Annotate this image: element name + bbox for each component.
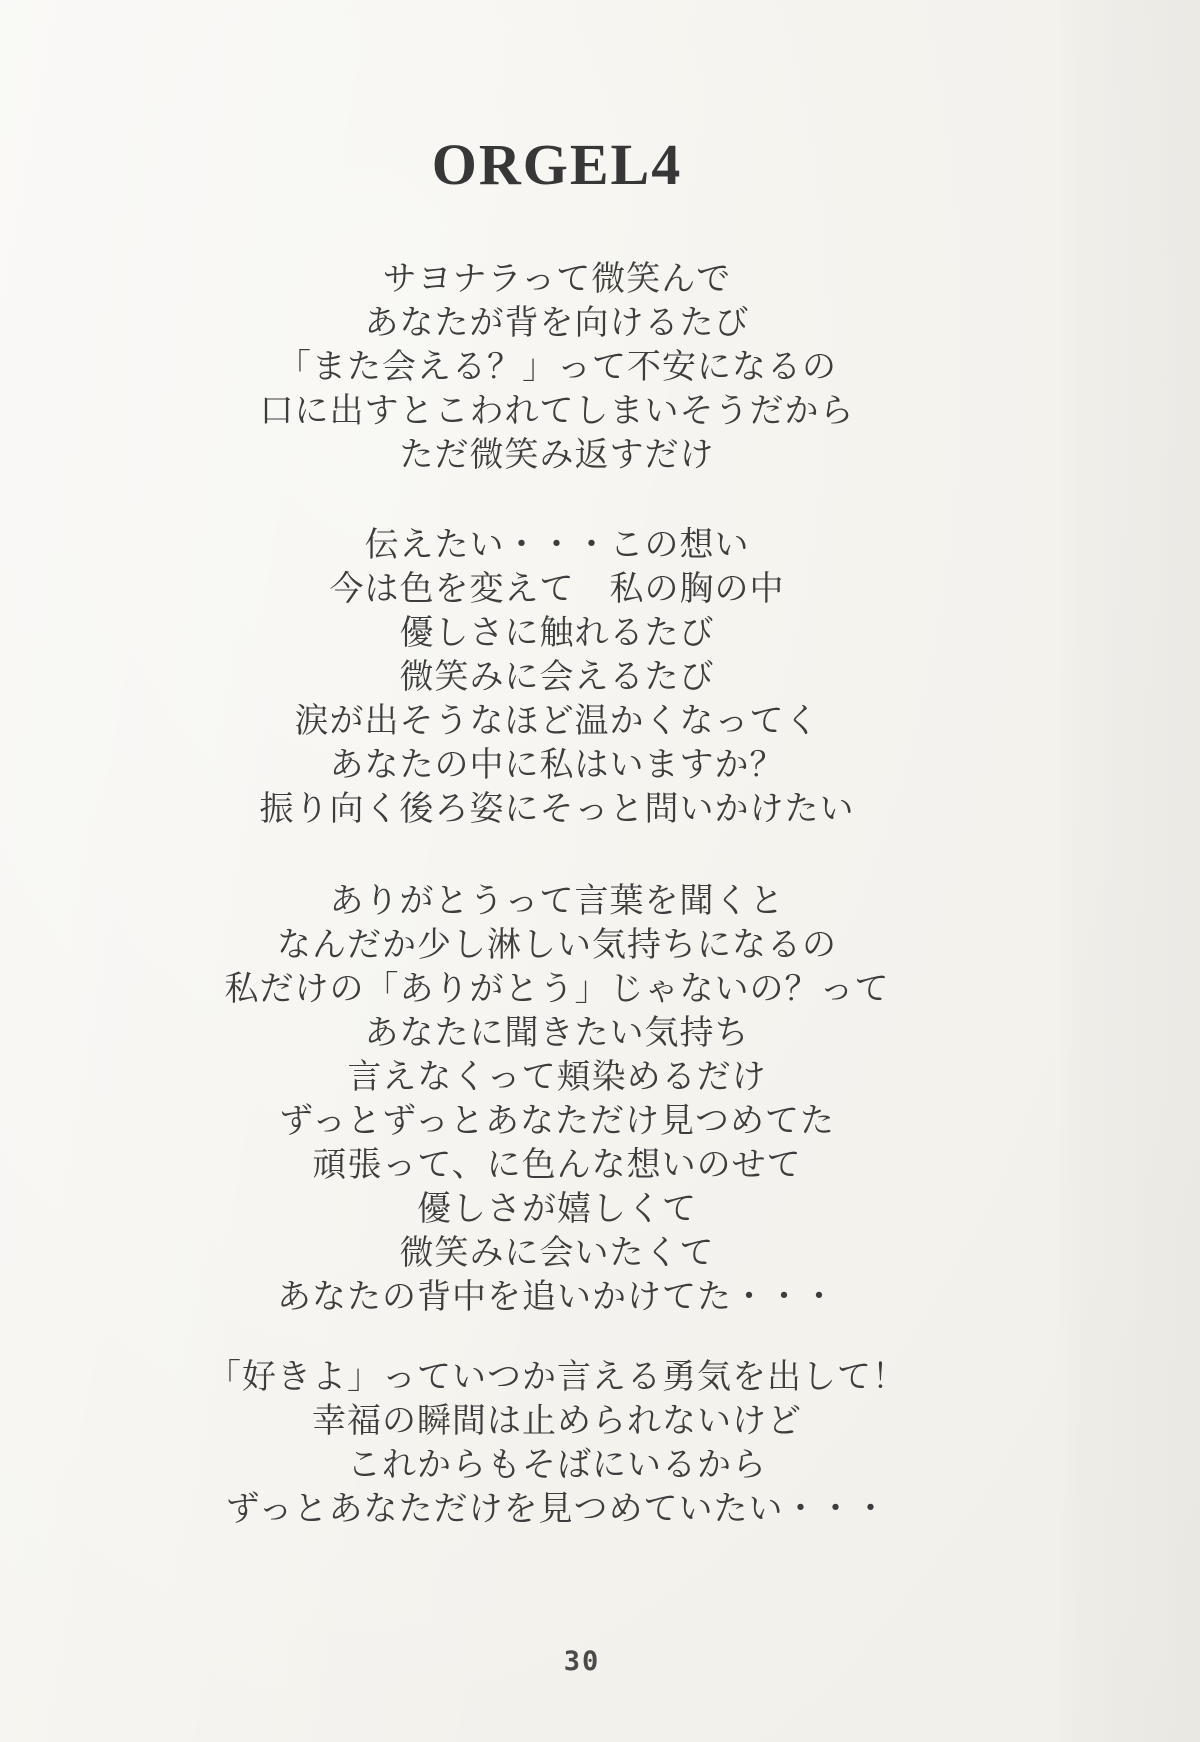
lyric-line: なんだか少し淋しい気持ちになるの (277, 924, 837, 965)
lyric-line: ただ微笑み返すだけ (399, 434, 715, 475)
lyric-line: 涙が出そうなほど温かくなってく (294, 700, 820, 741)
stanza (0, 1355, 1114, 1531)
lyric-line: あなたに聞きたい気持ち (364, 1012, 750, 1053)
lyric-line: 言えなくって頬染めるだけ (347, 1056, 767, 1097)
lyric-line: 頑張って、に色んな想いのせて (312, 1144, 802, 1185)
lyrics-block (0, 257, 1114, 1531)
lyric-line: 今は色を変えて 私の胸の中 (329, 568, 785, 609)
lyric-line: 振り向く後ろ姿にそっと問いかけたい (259, 788, 855, 829)
song-title: ORGEL4 (431, 132, 683, 197)
lyric-line: 「また会える？」って不安になるの (277, 346, 837, 387)
lyric-line: これからもそばにいるから (347, 1444, 767, 1485)
lyric-line: 私だけの「ありがとう」じゃないの？って (224, 968, 890, 1009)
lyric-line: サヨナラって微笑んで (382, 258, 732, 299)
lyric-line: 伝えたい・・・この想い (364, 524, 750, 565)
stanza (0, 879, 1114, 1319)
lyric-line: 「好きよ」っていつか言える勇気を出して！ (207, 1356, 907, 1397)
lyric-line: あなたの背中を追いかけてた・・・ (277, 1276, 837, 1317)
lyric-line: あなたの中に私はいますか？ (329, 744, 785, 785)
page-number: 30 (563, 1645, 601, 1677)
lyric-line: 幸福の瞬間は止められないけど (312, 1400, 802, 1441)
lyric-line: ずっとずっとあなただけ見つめてた (279, 1100, 835, 1141)
stanza (0, 257, 1114, 477)
lyric-line: 優しさが嬉しくて (417, 1188, 697, 1229)
lyric-line: 口に出すとこわれてしまいそうだから (259, 390, 855, 431)
lyric-line: ずっとあなただけを見つめていたい・・・ (225, 1488, 889, 1529)
lyric-line: ありがとうって言葉を聞くと (329, 880, 785, 921)
lyric-line: 微笑みに会えるたび (399, 656, 715, 697)
lyric-line: あなたが背を向けるたび (364, 302, 750, 343)
stanza (0, 523, 1114, 831)
lyric-line: 優しさに触れるたび (399, 612, 715, 653)
lyric-line: 微笑みに会いたくて (399, 1232, 715, 1273)
